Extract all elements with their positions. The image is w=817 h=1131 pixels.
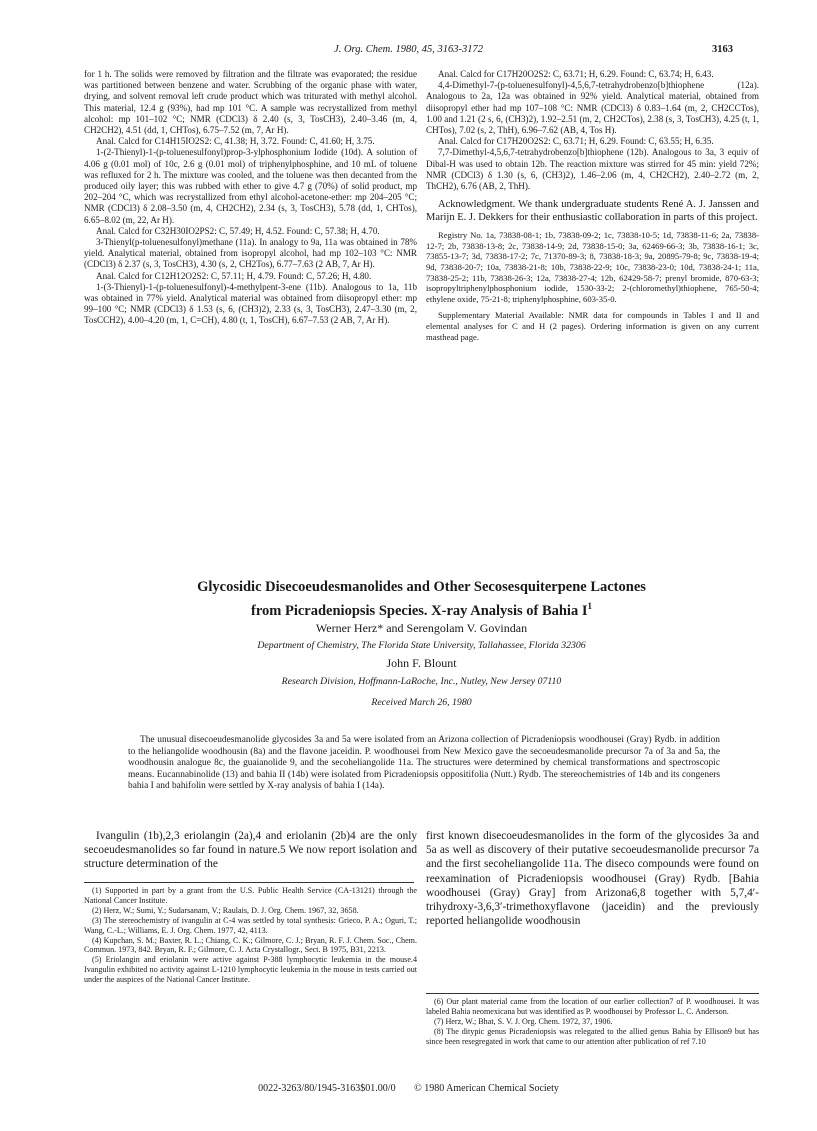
footnote-divider bbox=[426, 993, 759, 994]
footnote: (7) Herz, W.; Bhat, S. V. J. Org. Chem. 1972, 37, 1906. bbox=[434, 1016, 613, 1026]
paragraph: 1-(3-Thienyl)-1-(p-toluenesulfonyl)-4-methylpent-3-ene (11b). Analogous to 1a, 11b was obtained in 77% yield. Analytical material was obtained from diisopropyl ether: mp 99–100 °C; NMR (CDCl3) δ 1.53 (s, 6, (CH3)2), 2.33 (s, 3, TosCH3), 2.47–3.30 (m, 2, TosCCH2), 4.00–4.20 (m, 1, C=CH), 4.80 (t, 1, TosCH), 6.67–7.53 (2 AB, 7, Ar H). bbox=[84, 281, 417, 326]
authors-2: John F. Blount bbox=[386, 656, 457, 670]
page-number: 3163 bbox=[712, 44, 733, 55]
paragraph: Anal. Calcd for C17H20O2S2: C, 63.71; H, 6.29. Found: C, 63.55; H, 6.35. bbox=[438, 136, 714, 147]
right-column bbox=[426, 69, 759, 342]
paragraph: Anal. Calcd for C32H30IO2PS2: C, 57.49; H, 4.52. Found: C, 57.38; H, 4.70. bbox=[96, 225, 380, 236]
affiliation-1: Department of Chemistry, The Florida State University, Tallahassee, Florida 32306 bbox=[257, 640, 586, 651]
footnotes-right bbox=[426, 997, 759, 1047]
running-header bbox=[0, 44, 817, 58]
affiliation-2: Research Division, Hoffmann-LaRoche, Inc., Nutley, New Jersey 07110 bbox=[281, 676, 562, 687]
paragraph: for 1 h. The solids were removed by filtration and the filtrate was evaporated; the residue was partitioned between benzene and water. Scrubbing of the organic phase with water, drying, and solvent removal left crude product which was triturated with methyl alcohol. This material, 12.4 g (93%), had mp 101 °C. A sample was recrystallized from methyl alcohol: mp 101–102 °C; NMR (CDCl3) δ 2.40 (s, 3, TosCH3), 2.40–3.46 (m, 4, CH2CH2), 4.51 (dd, 1, CHTos), 6.75–7.52 (m, 7, Ar H). bbox=[84, 69, 417, 136]
footnote: (1) Supported in part by a grant from the U.S. Public Health Service (CA-13121) through the National Cancer Institute. bbox=[84, 886, 417, 905]
paragraph: Anal. Calcd for C14H15IO2S2: C, 41.38; H, 3.72. Found: C, 41.60; H, 3.75. bbox=[96, 136, 375, 147]
title-line-2: from Picradeniopsis Species. X-ray Analysis of Bahia $I^1$ bbox=[251, 601, 592, 619]
received-date: Received March 26, 1980 bbox=[371, 697, 472, 708]
paragraph: 7,7-Dimethyl-4,5,6,7-tetrahydrobenzo[b]thiophene (12b). Analogous to 3a, 3 equiv of Dibal-H was used to obtain 12b. The reaction mixture was stirred for 45 min: yield 72%; NMR (CDCl3) δ 1.30 (s, 6, (CH3)2), 1.46–2.06 (m, 4, CH2CH2), 2.40–2.72 (m, 2, ThCH2), 6.76 (AB, 2, ThH). bbox=[426, 147, 759, 192]
authors-1: Werner Herz* and Serengolam V. Govindan bbox=[315, 621, 528, 635]
issn-code: 0022-3263/80/1945-3163$01.00/0 bbox=[258, 1083, 396, 1094]
left-column bbox=[84, 69, 417, 327]
article-title bbox=[84, 578, 759, 621]
footnotes-left bbox=[84, 886, 417, 985]
paragraph: 4,4-Dimethyl-7-(p-toluenesulfonyl)-4,5,6,7-tetrahydrobenzo[b]thiophene (12a). Analogous to 2a, 12a was obtained in 92% yield. Analytical material, obtained from diisopropyl ether had mp 107–108 °C: NMR (CDCl3) δ 0.83–1.64 (m, 2, CH2CCTos), 1.00 and 1.21 (2 s, 6, (CH3)2), 1.92–2.51 (m, 2, CH2CTos), 2.38 (s, 3, TosCH3), 4.25 (t, 1, CHTos), 7.02 (s, 2, ThH), 6.96–7.62 (AB, 4, Tos H). bbox=[426, 80, 759, 136]
page-footer bbox=[0, 1083, 817, 1094]
footnote: (8) The ditypic genus Picradeniopsis was relegated to the allied genus Bahia by Ellison9 but has since been resegregated in work that came to our attention after publication of ref 7.10 bbox=[426, 1026, 759, 1046]
footnote: (3) The stereochemistry of ivangulin at C-4 was settled by total synthesis: Grieco, P. A.; Oguri, T.; Wang, C.-L.; Williams, E. J. Org. Chem. 1977, 42, 4113. bbox=[84, 915, 417, 935]
footnote: (4) Kupchan, S. M.; Baxter, R. L.; Chiang, C. K.; Gilmore, C. J.; Bryan, R. F. J. Chem. Soc., Chem. Commun. 1973, 842. Bryan, R. F.; Gilmore, C. J. Acta Crystallogr., Sect. B 1975, B31, 2213. bbox=[84, 935, 417, 955]
footnote: (6) Our plant material came from the location of our earlier collection7 of P. woodhousei. It was labeled Bahia neomexicana but was identified as P. woodhousei by Professor L. C. Anderson. bbox=[426, 997, 759, 1016]
abstract: The unusual disecoeudesmanolide glycosides 3a and 5a were isolated from an Arizona collection of Picradeniopsis woodhousei (Gray) Rydb. in addition to the heliangolide woodhousin (8a) and the flavone jaceidin. P. woodhousei from New Mexico gave the secoeudesmanolide precursor 7a of 3a and 5a, the woodhousin analogue 8c, the guaianolide 9, and the secoheliangolide 11a. The structures were determined by chemical transformations and spectroscopic means. Eucannabinolide (13) and bahia II (14b) were isolated from Picradeniopsis oppositifolia (Nutt.) Rydb. The stereochemistries of 14b and its congeners bahia I and bahifolin were settled by X-ray analysis of bahia I (14a). bbox=[128, 735, 720, 791]
body-left: Ivangulin (1b),2,3 eriolangin (2a),4 and eriolanin (2b)4 are the only secoeudesmanolides so far found in nature.5 We now report isolation and structure determination of the bbox=[84, 830, 417, 871]
registry-numbers: Registry No. 1a, 73838-08-1; 1b, 73838-09-2; 1c, 73838-10-5; 1d, 73838-11-6; 2a, 73838-12-7; 2b, 73838-13-8; 2c, 73838-14-9; 2d, 73838-15-0; 3a, 62469-66-3; 3b, 73838-16-1; 3c, 73855-13-7; 3d, 73838-17-2; 7c, 71370-89-3; 8, 73838-18-3; 9a, 20895-79-8; 9c, 73838-19-4; 9d, 73838-20-7; 10a, 73838-21-8; 10b, 73838-22-9; 10c, 73838-23-0; 10d, 73838-24-1; 11a, 73838-25-2; 11b, 73838-26-3; 12a, 73838-27-4; 12b, 62429-58-7; prenyl bromide, 870-63-3; isopropyltriphenylphosphonium iodide, 1530-33-2; 2-(chloromethyl)thiophene, 765-50-4; ethylene oxide, 75-21-8; triphenylphosphine, 603-35-0. bbox=[426, 230, 759, 304]
footnote-divider bbox=[84, 882, 414, 883]
footnote: (5) Eriolangin and eriolanin were active against P-388 lymphocytic leukemia in the mouse.4 Ivangulin exhibited no activity against L-1210 lymphocytic leukemia in the mouse in tests carried out under the auspices of the National Cancer Institute. bbox=[84, 955, 417, 985]
supplementary-material: Supplementary Material Available: NMR data for compounds in Tables I and II and elemental analyses for C and H (2 pages). Ordering information is given on any current masthead page. bbox=[426, 310, 759, 342]
paragraph: Anal. Calcd for C17H20O2S2: C, 63.71; H, 6.29. Found: C, 63.74; H, 6.43. bbox=[438, 69, 714, 79]
paragraph: Anal. Calcd for C12H12O2S2: C, 57.11; H, 4.79. Found: C, 57.26; H, 4.80. bbox=[96, 270, 372, 281]
title-line-1: Glycosidic Disecoeudesmanolides and Other Secosesquiterpene Lactones bbox=[197, 579, 646, 595]
footnote: (2) Herz, W.; Sumi, Y.; Sudarsanam, V.; Raulais, D. J. Org. Chem. 1967, 32, 3658. bbox=[92, 905, 359, 915]
acknowledgment: Acknowledgment. We thank undergraduate students René A. J. Janssen and Marijn E. J. Dekkers for their enthusiastic collaboration in parts of this project. bbox=[426, 199, 759, 224]
paragraph: 1-(2-Thienyl)-1-(p-toluenesulfonyl)prop-3-ylphosphonium Iodide (10d). A solution of 4.06 g (0.01 mol) of 10c, 2.6 g (0.01 mol) of triphenylphosphine, and 10 mL of toluene was refluxed for 2 h. The mixture was cooled, and the toluene was then decanted from the produced oily layer; this was rubbed with ether to give 4.7 g (70%) of solid product, mp 202–204 °C, which was recrystallized from ethyl alcohol-acetone-ether: mp 204–205 °C; NMR (CDCl3) δ 2.08–3.50 (m, 4, CH2CH2), 2.34 (s, 3, TosCH3), 5.78 (dd, 1, CHTos), 6.65–8.02 (m, 22, Ar H). bbox=[84, 147, 417, 225]
body-right: first known disecoeudesmanolides in the form of the glycosides 3a and 5a as well as discovery of their putative secoeudesmanolide precursor 7a and the first secoheliangolide 11a. The diseco compounds were found on reexamination of Picradeniopsis woodhousei (Gray) Rydb. [Bahia woodhousei (Gray) Gray] from Arizona6,8 together with 5,7,4′-trihydroxy-3,6,3′-trimethoxyflavone (jaceidin) and the previously reported heliangolide woodhousin bbox=[426, 830, 759, 928]
copyright: © 1980 American Chemical Society bbox=[414, 1083, 559, 1094]
journal-citation: J. Org. Chem. 1980, 45, 3163-3172 bbox=[334, 44, 483, 55]
paragraph: 3-Thienyl(p-toluenesulfonyl)methane (11a). In analogy to 9a, 11a was obtained in 78% yield. Analytical material, obtained from isopropyl alcohol, had mp 102–103 °C: NMR (CDCl3) δ 2.37 (s, 3, TosCH3), 4.30 (s, 2, CH2Tos), 6.77–7.63 (2 AB, 7, Ar H). bbox=[84, 237, 417, 270]
